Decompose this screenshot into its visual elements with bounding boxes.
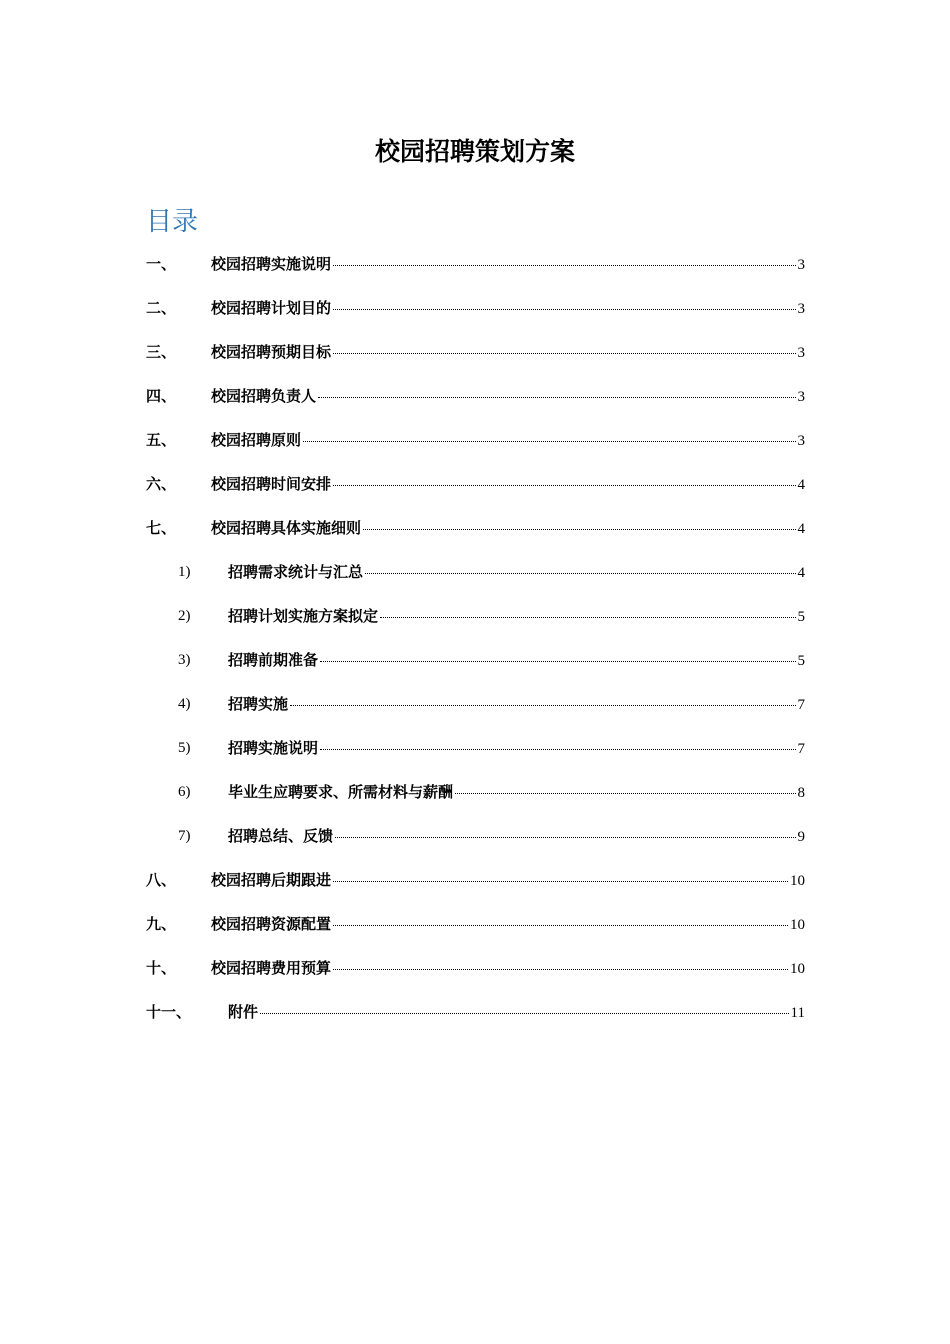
toc-entry-page-number[interactable]: 3: [797, 345, 805, 361]
toc-dot-leader: [260, 1013, 789, 1014]
toc-dot-leader: [318, 397, 795, 398]
toc-entry[interactable]: [0, 864, 950, 908]
toc-entry-number: 一、: [146, 255, 177, 273]
toc-entry[interactable]: [0, 424, 950, 468]
toc-entry-page-number[interactable]: 5: [797, 609, 805, 625]
toc-entry-page-number[interactable]: 4: [797, 477, 805, 493]
toc-entry-title[interactable]: 校园招聘预期目标: [211, 343, 332, 361]
toc-entry-line[interactable]: [228, 782, 805, 803]
toc-dot-leader: [365, 573, 795, 574]
toc-dot-leader: [333, 265, 795, 266]
toc-dot-leader: [320, 661, 795, 662]
toc-entry-number: 5): [178, 740, 191, 756]
toc-heading: 目录: [146, 207, 199, 237]
toc-entry-title[interactable]: 校园招聘费用预算: [211, 959, 332, 977]
toc-dot-leader: [303, 441, 795, 442]
toc-entry[interactable]: [0, 248, 950, 292]
toc-dot-leader: [320, 749, 795, 750]
toc-entry-line[interactable]: [228, 694, 805, 715]
toc-entry-line[interactable]: [228, 738, 805, 759]
toc-entry-title[interactable]: 招聘总结、反馈: [228, 827, 334, 845]
toc-entry-title[interactable]: 校园招聘负责人: [211, 387, 317, 405]
toc-entry-line[interactable]: [228, 650, 805, 671]
toc-entry-page-number[interactable]: 5: [797, 653, 805, 669]
toc-entry-title[interactable]: 校园招聘后期跟进: [211, 871, 332, 889]
toc-entry[interactable]: [0, 336, 950, 380]
toc-entry-title[interactable]: 校园招聘资源配置: [211, 915, 332, 933]
toc-entry-title[interactable]: 招聘实施说明: [228, 739, 319, 757]
toc-dot-leader: [333, 309, 795, 310]
toc-entry-line[interactable]: [211, 386, 805, 407]
toc-dot-leader: [290, 705, 795, 706]
toc-dot-leader: [333, 969, 788, 970]
toc-entry-page-number[interactable]: 10: [790, 961, 805, 977]
toc-entry[interactable]: [0, 468, 950, 512]
toc-entry-title[interactable]: 附件: [228, 1003, 259, 1021]
toc-entry-page-number[interactable]: 3: [797, 389, 805, 405]
toc-entry[interactable]: [0, 380, 950, 424]
toc-entry-page-number[interactable]: 7: [797, 741, 805, 757]
toc-entry-number: 十、: [146, 959, 177, 977]
toc-entry-line[interactable]: [211, 870, 805, 891]
toc-entry-line[interactable]: [211, 914, 805, 935]
toc-entry[interactable]: [0, 556, 950, 600]
toc-dot-leader: [455, 793, 795, 794]
toc-entry-number: 八、: [146, 871, 177, 889]
toc-entry-page-number[interactable]: 3: [797, 257, 805, 273]
toc-entry-title[interactable]: 招聘前期准备: [228, 651, 319, 669]
toc-entry-title[interactable]: 校园招聘实施说明: [211, 255, 332, 273]
toc-entry-title[interactable]: 毕业生应聘要求、所需材料与薪酬: [228, 783, 454, 801]
toc-entry-line[interactable]: [211, 254, 805, 275]
toc-entry-title[interactable]: 招聘计划实施方案拟定: [228, 607, 379, 625]
toc-entry-number: 六、: [146, 475, 177, 493]
toc-entry-title[interactable]: 校园招聘原则: [211, 431, 302, 449]
toc-dot-leader: [363, 529, 795, 530]
toc-entry-page-number[interactable]: 8: [797, 785, 805, 801]
toc-entry[interactable]: [0, 292, 950, 336]
toc-dot-leader: [335, 837, 795, 838]
toc-entry-page-number[interactable]: 11: [790, 1005, 805, 1021]
toc-entry-title[interactable]: 校园招聘计划目的: [211, 299, 332, 317]
toc-entry-number: 九、: [146, 915, 177, 933]
toc-entry-page-number[interactable]: 9: [797, 829, 805, 845]
toc-entry-line[interactable]: [211, 958, 805, 979]
toc-entry-page-number[interactable]: 10: [790, 873, 805, 889]
toc-entry-number: 七、: [146, 519, 177, 537]
toc-entry-line[interactable]: [211, 518, 805, 539]
toc-dot-leader: [380, 617, 795, 618]
toc-entry-page-number[interactable]: 7: [797, 697, 805, 713]
toc-entry-number: 2): [178, 608, 191, 624]
toc-entry[interactable]: [0, 952, 950, 996]
toc-entry-number: 三、: [146, 343, 177, 361]
toc-entry-line[interactable]: [228, 562, 805, 583]
toc-entry-number: 1): [178, 564, 191, 580]
toc-entry[interactable]: [0, 996, 950, 1040]
toc-entry-page-number[interactable]: 3: [797, 301, 805, 317]
toc-dot-leader: [333, 353, 795, 354]
toc-entry-line[interactable]: [211, 474, 805, 495]
toc-entry[interactable]: [0, 820, 950, 864]
toc-entry-page-number[interactable]: 3: [797, 433, 805, 449]
toc-entry-number: 3): [178, 652, 191, 668]
toc-entry-page-number[interactable]: 4: [797, 521, 805, 537]
toc-entry-number: 四、: [146, 387, 177, 405]
toc-entry-number: 五、: [146, 431, 177, 449]
toc-entry[interactable]: [0, 688, 950, 732]
toc-entry-line[interactable]: [228, 1002, 805, 1023]
toc-entry-line[interactable]: [211, 342, 805, 363]
toc-entry-title[interactable]: 招聘实施: [228, 695, 289, 713]
table-of-contents: [0, 248, 950, 1040]
toc-entry-title[interactable]: 校园招聘具体实施细则: [211, 519, 362, 537]
toc-entry-line[interactable]: [228, 826, 805, 847]
toc-entry[interactable]: [0, 908, 950, 952]
toc-entry-page-number[interactable]: 10: [790, 917, 805, 933]
toc-dot-leader: [333, 485, 795, 486]
toc-entry-line[interactable]: [228, 606, 805, 627]
toc-entry[interactable]: [0, 600, 950, 644]
toc-entry-number: 7): [178, 828, 191, 844]
toc-entry-title[interactable]: 校园招聘时间安排: [211, 475, 332, 493]
toc-entry[interactable]: [0, 776, 950, 820]
toc-entry-number: 二、: [146, 299, 177, 317]
toc-entry-number: 4): [178, 696, 191, 712]
toc-entry[interactable]: [0, 732, 950, 776]
toc-entry-page-number[interactable]: 4: [797, 565, 805, 581]
toc-dot-leader: [333, 881, 788, 882]
document-title: 校园招聘策划方案: [374, 137, 575, 166]
toc-entry-title[interactable]: 招聘需求统计与汇总: [228, 563, 364, 581]
toc-entry-line[interactable]: [211, 430, 805, 451]
toc-entry-number: 十一、: [146, 1003, 192, 1021]
toc-entry[interactable]: [0, 644, 950, 688]
toc-entry-number: 6): [178, 784, 191, 800]
toc-entry[interactable]: [0, 512, 950, 556]
toc-dot-leader: [333, 925, 788, 926]
toc-entry-line[interactable]: [211, 298, 805, 319]
